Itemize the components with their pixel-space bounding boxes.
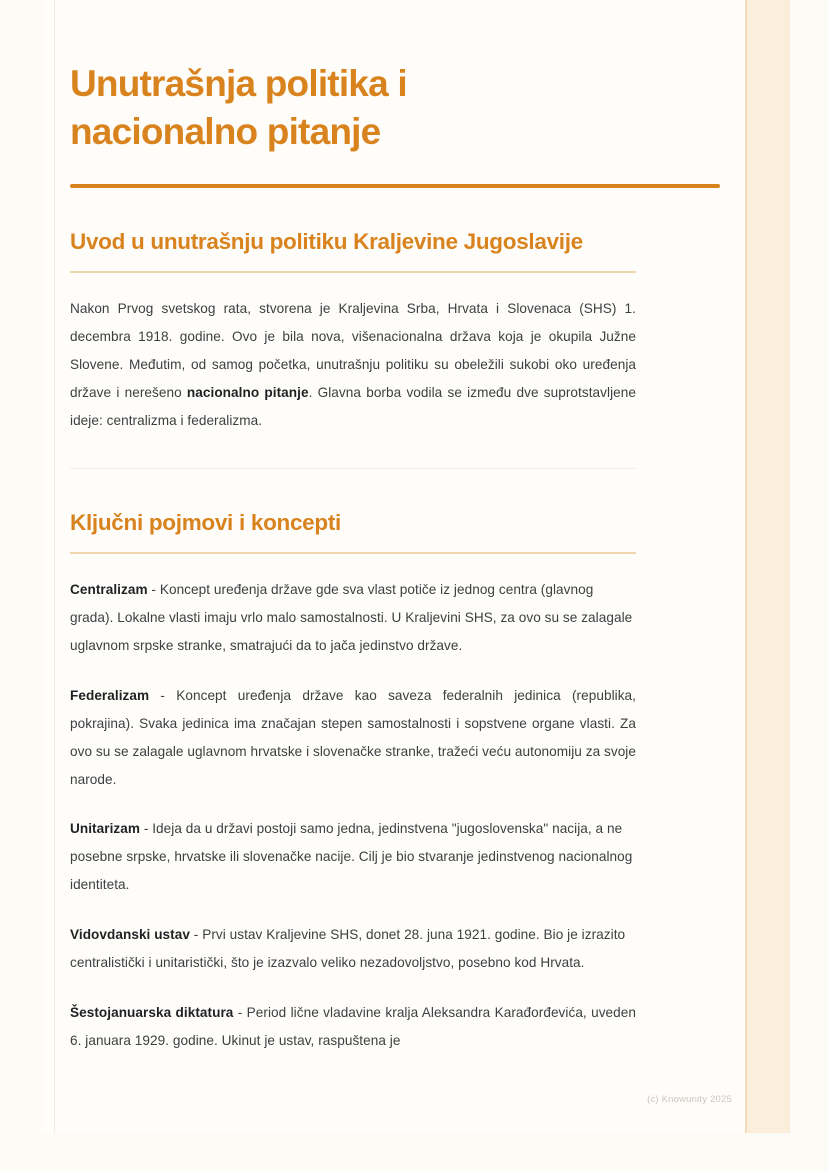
term-definition: - Koncept uređenja države kao saveza federalnih jedinica (republika, pokrajina). Svaka jedinica ima značajan stepen samostalnosti i sopstvene organe vlasti. Za ovo su se zalagale uglavnom hrvatske i slovenačke stranke, tražeći veću autonomiju za svoje narode. bbox=[70, 687, 636, 787]
intro-paragraph-emphasis: nacionalno pitanje bbox=[186, 384, 309, 400]
intro-paragraph-tail: . Glavna borba vodila se između dve suprotstavljene ideje: centralizma i federalizma. bbox=[70, 384, 636, 428]
term-definition: - Koncept uređenja države gde sva vlast potiče iz jednog centra (glavnog grada). Lokalne vlasti imaju vrlo malo samostalnosti. U Kraljevini SHS, za ovo su se zalagale uglavnom srpske stranke, smatrajući da to jača jedinstvo države. bbox=[70, 582, 633, 654]
term-label: Šestojanuarska diktatura bbox=[70, 1004, 234, 1020]
term-label: Centralizam bbox=[70, 582, 148, 598]
page-content bbox=[70, 0, 750, 1133]
title-divider bbox=[70, 184, 720, 188]
term-label: Unitarizam bbox=[70, 821, 140, 837]
term-label: Vidovdanski ustav bbox=[70, 926, 190, 942]
intro-heading-divider bbox=[70, 271, 636, 273]
section-heading-key-concepts: Ključni pojmovi i koncepti bbox=[70, 510, 341, 536]
page-title: Unutrašnja politika i nacionalno pitanje bbox=[70, 63, 407, 153]
term-entry-unitarizam bbox=[70, 815, 636, 899]
intro-paragraph-lead: Nakon Prvog svetskog rata, stvorena je Kraljevina Srba, Hrvata i Slovenaca (SHS) 1. decembra 1918. godine. Ovo je bila nova, višenacionalna država koja je okupila Južne Slovene. Međutim, od samog početka, unutrašnju politiku su obeležili sukobi oko uređenja države i nerešeno bbox=[70, 301, 636, 400]
key-concepts-heading-divider bbox=[70, 552, 636, 554]
term-entry-sestojanuarska-diktatura bbox=[70, 999, 636, 1055]
intro-paragraph bbox=[70, 295, 636, 434]
section-separator bbox=[70, 468, 636, 469]
term-definition: - Period lične vladavine kralja Aleksandra Karađorđevića, uveden 6. januara 1929. godine. Ukinut je ustav, raspuštena je bbox=[70, 1004, 636, 1048]
term-definition: - Ideja da u državi postoji samo jedna, jedinstvena "jugoslovenska" nacija, a ne posebne srpske, hrvatske ili slovenačke nacije. Cilj je bio stvaranje jedinstvenog nacionalnog identiteta. bbox=[70, 821, 633, 893]
term-entry-federalizam bbox=[70, 682, 636, 793]
margin-guide-line bbox=[54, 0, 55, 1133]
section-spacer bbox=[70, 434, 750, 468]
term-entry-centralizam bbox=[70, 576, 636, 660]
section-heading-intro: Uvod u unutrašnju politiku Kraljevine Jugoslavije bbox=[70, 229, 583, 255]
term-entry-vidovdanski-ustav bbox=[70, 921, 636, 977]
term-label: Federalizam bbox=[70, 687, 150, 703]
copyright-watermark: (c) Knowunity 2025 bbox=[647, 1094, 732, 1105]
document-page bbox=[42, 0, 790, 1133]
page-right-accent-strip bbox=[745, 0, 790, 1133]
term-definition: - Prvi ustav Kraljevine SHS, donet 28. juna 1921. godine. Bio je izrazito centralistički i unitaristički, što je izazvalo veliko nezadovoljstvo, posebno kod Hrvata. bbox=[70, 926, 626, 970]
